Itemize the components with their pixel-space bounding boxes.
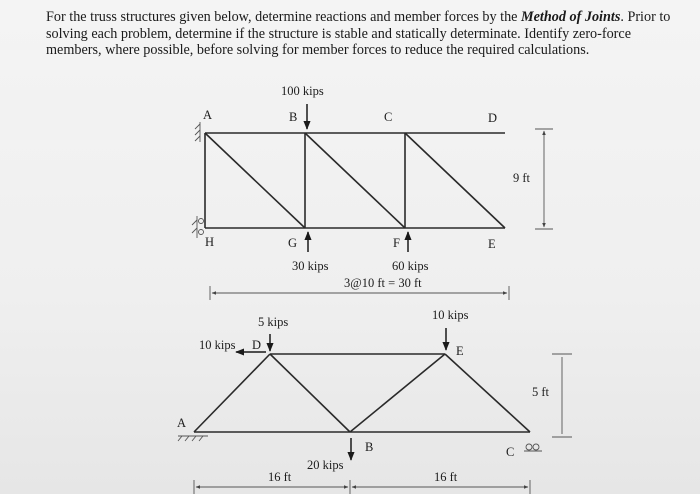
member-ce [405,133,505,228]
problem-line-3: members, where possible, before solving for member forces to reduce the required calculations. [46,42,590,58]
t1-height-dimension [513,129,553,229]
t2-left-width-label: 16 ft [268,470,292,484]
t2-load-d-vertical [258,315,288,351]
problem-line-1-end: . Prior to [620,9,671,25]
truss-1-members [205,133,505,228]
t1-load-b-label: 100 kips [281,84,324,98]
t1-load-g [292,232,329,273]
t2-node-b: B [365,440,374,454]
t2-node-d: D [252,338,262,352]
t2-load-d-vertical-label: 5 kips [258,315,289,329]
t2-load-b [307,438,351,472]
t1-height-label: 9 ft [513,171,531,185]
t1-span-label: 3@10 ft = 30 ft [344,276,422,290]
problem-line-1-start: For the truss structures given below, determine reactions and member forces by the [46,9,522,25]
member-ag [205,133,305,228]
t1-node-a: A [203,108,213,122]
t2-height-label: 5 ft [532,385,550,399]
t1-node-f: F [393,236,400,250]
t2-right-width-label: 16 ft [434,470,458,484]
t1-node-c: C [384,110,393,124]
t2-load-d-horizontal-label: 10 kips [199,338,236,352]
t2-node-c: C [506,445,515,459]
member-ec [445,354,530,432]
t1-node-b: B [289,110,298,124]
method-of-joints: Method of Joints [521,9,621,25]
truss-1-pin-support-a [195,122,200,142]
member-ad [194,354,270,432]
t1-span-dimension [210,276,509,300]
t1-node-h: H [205,235,215,249]
t2-height-dimension [532,354,572,437]
truss-2 [177,308,572,494]
truss-2-roller-support-c [524,444,542,451]
t2-width-dimensions [194,470,530,494]
t2-node-e: E [456,344,464,358]
truss-2-members [194,354,530,432]
truss-2-pin-support-a [178,436,208,441]
t1-load-b [281,84,324,129]
t1-node-g: G [288,236,298,250]
truss-1-roller-support-h [192,216,204,238]
t2-load-e-label: 10 kips [432,308,469,322]
t1-node-d: D [488,111,498,125]
t1-node-e: E [488,237,496,251]
member-bf [305,133,405,228]
member-db [270,354,350,432]
t2-node-a: A [177,416,187,430]
truss-1 [192,84,553,300]
t1-load-g-label: 30 kips [292,259,329,273]
problem-line-2: solving each problem, determine if the structure is stable and statically determinate. Identify zero-force [46,25,632,42]
t1-load-f-label: 60 kips [392,259,429,273]
member-be [350,354,445,432]
t2-load-b-label: 20 kips [307,458,344,472]
